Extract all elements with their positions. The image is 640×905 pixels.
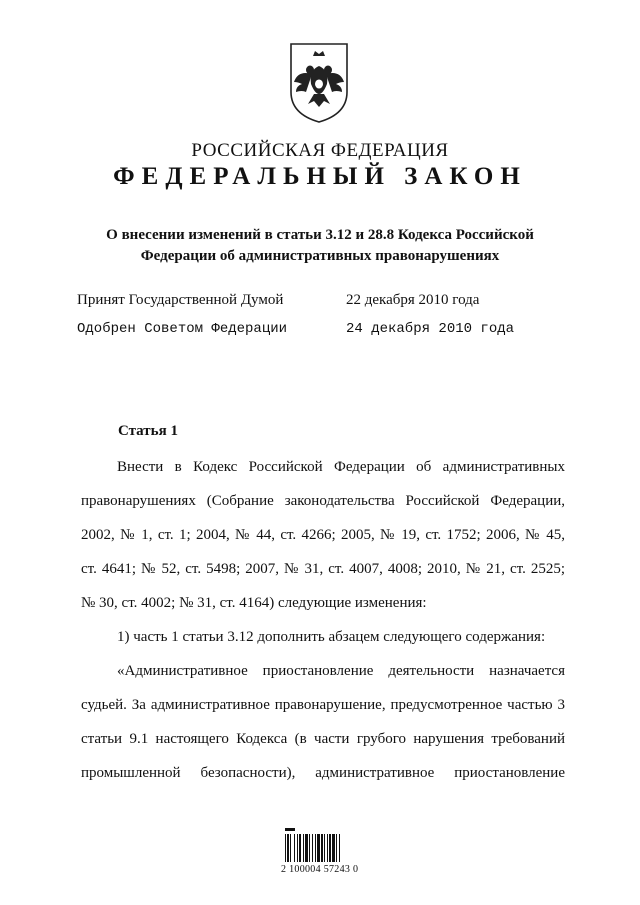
barcode-bar xyxy=(297,834,298,862)
state-emblem-icon xyxy=(286,40,352,126)
barcode-bar xyxy=(317,834,320,862)
text-line: «Административное приостановление деятельности назначается xyxy=(117,663,565,679)
barcode-bar xyxy=(324,834,325,862)
text-line: 2002, № 1, ст. 1; 2004, № 44, ст. 4266; 2005, № 19, ст. 1752; 2006, № 45, xyxy=(81,527,565,543)
barcode-bar xyxy=(305,834,308,862)
law-subject-line-2: Федерации об административных правонарушениях xyxy=(140,248,500,264)
barcode-bar xyxy=(332,834,335,862)
text-line: статьи 9.1 настоящего Кодекса (в части грубого нарушения требований xyxy=(81,731,565,747)
text-line: судьей. За административное правонарушение, предусмотренное частью 3 xyxy=(81,697,565,713)
barcode-bar xyxy=(315,834,316,862)
text-line: 1) часть 1 статьи 3.12 дополнить абзацем следующего содержания: xyxy=(117,629,546,645)
barcode-bar xyxy=(285,834,286,862)
duma-adoption-date: 22 декабря 2010 года xyxy=(346,292,480,308)
quoted-paragraph xyxy=(81,654,565,790)
barcode-bar xyxy=(321,834,323,862)
duma-adoption-label: Принят Государственной Думой xyxy=(77,292,284,308)
council-approval-date: 24 декабря 2010 года xyxy=(346,321,515,337)
barcode-bar xyxy=(309,834,310,862)
barcode-bar xyxy=(327,834,328,862)
article-intro-paragraph xyxy=(81,450,565,620)
law-subject xyxy=(90,225,550,267)
article-heading: Статья 1 xyxy=(118,423,178,439)
barcode-bar xyxy=(287,834,289,862)
barcode-number: 2 100004 57243 0 xyxy=(281,864,359,875)
barcode-bar xyxy=(339,834,340,862)
barcode-bar xyxy=(303,834,304,862)
barcode-bar xyxy=(336,834,337,862)
text-line: правонарушениях (Собрание законодательства Российской Федерации, xyxy=(81,493,565,509)
barcode-bar xyxy=(312,834,313,862)
law-subject-line-1: О внесении изменений в статьи 3.12 и 28.8 Кодекса Российской xyxy=(106,227,534,243)
barcode-bar xyxy=(299,834,301,862)
country-name: РОССИЙСКАЯ ФЕДЕРАЦИЯ xyxy=(191,140,449,161)
barcode-bar xyxy=(290,834,291,862)
council-approval-label: Одобрен Советом Федерации xyxy=(77,321,288,337)
text-line: № 30, ст. 4002; № 31, ст. 4164) следующие изменения: xyxy=(81,595,427,611)
text-line: Внести в Кодекс Российской Федерации об административных xyxy=(117,459,565,475)
text-line: промышленной безопасности), административное приостановление xyxy=(81,765,565,781)
barcode-bar xyxy=(329,834,331,862)
document-type-title: ФЕДЕРАЛЬНЫЙ ЗАКОН xyxy=(113,163,527,190)
item-1-paragraph xyxy=(81,620,565,654)
barcode-icon xyxy=(283,824,363,864)
text-line: ст. 4641; № 52, ст. 5498; 2007, № 31, ст. 4007, 4008; 2010, № 21, ст. 2525; xyxy=(81,561,565,577)
barcode-bar xyxy=(294,834,295,862)
